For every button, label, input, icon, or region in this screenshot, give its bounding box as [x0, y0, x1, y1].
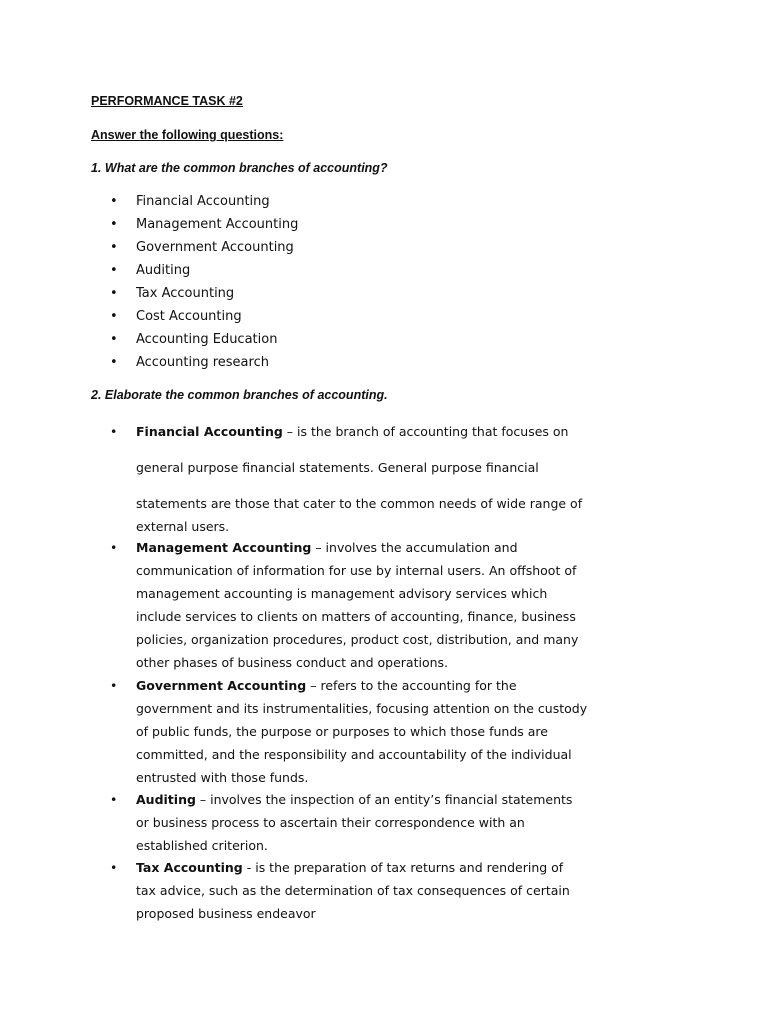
paragraph-line: external users. [136, 519, 230, 534]
branch-label: Accounting Education [136, 332, 278, 347]
paragraph-line: management accounting is management advisory services which [136, 586, 548, 601]
definition-text: – involves the inspection of an entity’s financial statements [195, 792, 573, 807]
paragraph-line: proposed business endeavor [136, 906, 316, 921]
bullet: • [110, 286, 118, 301]
bullet: • [110, 860, 118, 875]
paragraph-line: policies, organization procedures, product cost, distribution, and many [136, 632, 579, 647]
branch-label: Financial Accounting [136, 194, 270, 209]
branch-label: Government Accounting [136, 240, 294, 255]
paragraph-line: general purpose financial statements. General purpose financial [136, 460, 539, 475]
term-label: Financial Accounting [136, 424, 283, 439]
paragraph-line [110, 420, 630, 443]
bullet: • [110, 424, 118, 439]
bullet: • [110, 263, 118, 278]
term-label: Management Accounting [136, 540, 312, 555]
branch-label: Accounting research [136, 355, 269, 370]
elaboration-management-accounting [110, 536, 630, 674]
branch-label: Cost Accounting [136, 309, 242, 324]
bullet: • [110, 332, 118, 347]
elaboration-financial-accounting [110, 420, 630, 538]
paragraph-line [110, 788, 630, 811]
paragraph-line [110, 856, 630, 879]
paragraph-line: statements are those that cater to the common needs of wide range of [136, 496, 583, 511]
elaboration-government-accounting [110, 674, 630, 789]
paragraph-line: include services to clients on matters of accounting, finance, business [136, 609, 576, 624]
paragraph-line [110, 674, 630, 697]
paragraph-line: established criterion. [136, 838, 268, 853]
paragraph-line: committed, and the responsibility and accountability of the individual [136, 747, 572, 762]
instruction-heading: Answer the following questions: [91, 128, 284, 142]
definition-text: – is the branch of accounting that focuses on [282, 424, 569, 439]
bullet: • [110, 792, 118, 807]
bullet: • [110, 309, 118, 324]
branch-label: Management Accounting [136, 217, 299, 232]
elaboration-tax-accounting [110, 856, 630, 925]
elaboration-auditing [110, 788, 630, 857]
paragraph-line: communication of information for use by internal users. An offshoot of [136, 563, 577, 578]
definition-text: - is the preparation of tax returns and rendering of [242, 860, 564, 875]
paragraph-line: entrusted with those funds. [136, 770, 309, 785]
term-label: Tax Accounting [136, 860, 243, 875]
paragraph-line: of public funds, the purpose or purposes to which those funds are [136, 724, 548, 739]
paragraph-line: tax advice, such as the determination of tax consequences of certain [136, 883, 570, 898]
term-label: Government Accounting [136, 678, 307, 693]
bullet: • [110, 355, 118, 370]
bullet: • [110, 678, 118, 693]
paragraph-line: government and its instrumentalities, focusing attention on the custody [136, 701, 588, 716]
bullet: • [110, 240, 118, 255]
branch-label: Tax Accounting [136, 286, 235, 301]
bullet: • [110, 217, 118, 232]
paragraph-line: or business process to ascertain their correspondence with an [136, 815, 525, 830]
definition-text: – involves the accumulation and [311, 540, 518, 555]
question-1: 1. What are the common branches of accounting? [91, 161, 388, 175]
definition-text: – refers to the accounting for the [306, 678, 517, 693]
question-2: 2. Elaborate the common branches of accounting. [91, 388, 388, 402]
branch-label: Auditing [136, 263, 191, 278]
bullet: • [110, 194, 118, 209]
paragraph-line: other phases of business conduct and operations. [136, 655, 448, 670]
bullet: • [110, 540, 118, 555]
document-title: PERFORMANCE TASK #2 [91, 94, 243, 108]
term-label: Auditing [136, 792, 196, 807]
paragraph-line [110, 536, 630, 559]
